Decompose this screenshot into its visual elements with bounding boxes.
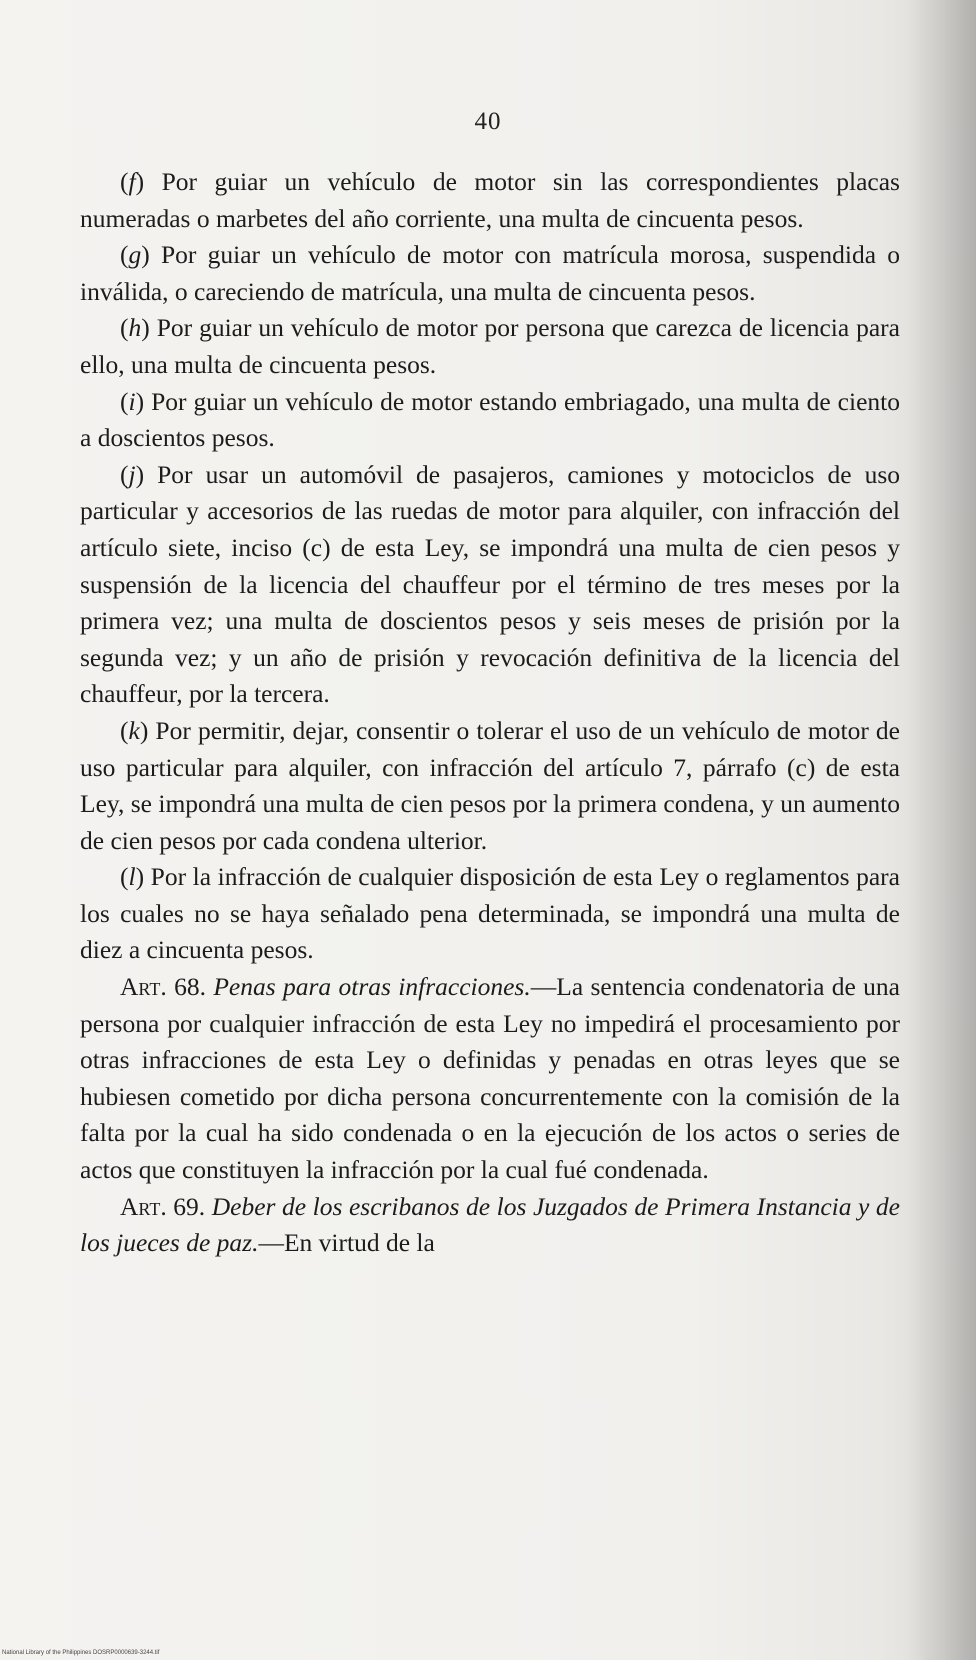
clause-text: Por la infracción de cualquier disposición de esta Ley o reglamentos para los cuales no se haya señalado pena determinada, se impondrá una multa de diez a cincuenta pesos. (80, 862, 900, 965)
clause-g: (g) Por guiar un vehículo de motor con matrícula morosa, suspendida o inválida, o careciendo de matrícula, una multa de cincuenta pesos. (80, 240, 900, 306)
page-edge-shadow (906, 0, 976, 1660)
clause-letter: g (128, 240, 142, 270)
clause-letter: f (128, 167, 136, 196)
clause-letter: j (128, 459, 136, 489)
clause-f: (f) Por guiar un vehículo de motor sin las correspondientes placas numeradas o marbetes del año corriente, una multa de cincuenta pesos. (80, 167, 900, 233)
body-text (80, 164, 900, 1262)
clause-h: (h) Por guiar un vehículo de motor por persona que carezca de licencia para ello, una multa de cincuenta pesos. (80, 313, 900, 379)
page-number: 40 (474, 108, 502, 135)
clause-k: (k) Por permitir, dejar, consentir o tolerar el uso de un vehículo de motor de uso particular para alquiler, con infracción del artículo 7, párrafo (c) de esta Ley, se impondrá una multa de cien pesos por la primera condena, y un aumento de cien pesos por cada condena ulterior. (80, 715, 900, 855)
article-68 (80, 969, 900, 1189)
clause-l: (l) Por la infracción de cualquier disposición de esta Ley o reglamentos para los cuales no se haya señalado pena determinada, se impondrá una multa de diez a cincuenta pesos. (80, 862, 900, 965)
clause-text: Por permitir, dejar, consentir o tolerar el uso de un vehículo de motor de uso particular para alquiler, con infracción del artículo 7, párrafo (c) de esta Ley, se impondrá una multa de cien pesos por la primera condena, y un aumento de cien pesos por cada condena ulterior. (80, 715, 900, 855)
clause-text: Por guiar un vehículo de motor sin las correspondientes placas numeradas o marbetes del año corriente, una multa de cincuenta pesos. (80, 167, 900, 233)
clause-i: (i) Por guiar un vehículo de motor estando embriagado, una multa de ciento a doscientos pesos. (80, 386, 900, 453)
article-text: —En virtud de la (258, 1228, 435, 1258)
article-69 (80, 1189, 900, 1262)
clause-letter: k (128, 715, 140, 745)
clause-text: Por guiar un vehículo de motor por persona que carezca de licencia para ello, una multa de cincuenta pesos. (80, 313, 900, 379)
clause-text: Por guiar un vehículo de motor con matrícula morosa, suspendida o inválida, o careciendo de matrícula, una multa de cincuenta pesos. (80, 240, 900, 306)
article-heading: Deber de los escribanos de los Juzgados de Primera Instancia y de los jueces de paz. (80, 1191, 901, 1258)
scan-footer-note: National Library of the Philippines DOSRP0000639-3244.tif (2, 1650, 160, 1656)
clause-text: Por guiar un vehículo de motor estando embriagado, una multa de ciento a doscientos pesos. (80, 386, 900, 453)
article-label: Art. 69. (120, 1191, 206, 1221)
article-text: —La sentencia condenatoria de una persona por cualquier infracción de esta Ley no impedirá el procesamiento por otras infracciones de esta Ley o definidas y penadas en otras leyes que se hubiesen cometido por dicha persona concurrentemente con la comisión de la falta por la cual ha sido condenada o en la ejecución de los actos o series de actos que constituyen la infracción por la cual fué condenada. (80, 972, 901, 1185)
article-label: Art. 68. (120, 972, 206, 1002)
clause-letter: i (128, 386, 136, 416)
clause-text: Por usar un automóvil de pasajeros, camiones y motociclos de uso particular y accesorios de las ruedas de motor para alquiler, con infracción del artículo siete, inciso (c) de esta Ley, se impondrá una multa de cien pesos y suspensión de la licencia del chauffeur por el término de tres meses por la primera vez; una multa de doscientos pesos y seis meses de prisión por la segunda vez; y un año de prisión y revocación definitiva de la licencia del chauffeur, por la tercera. (80, 459, 900, 709)
article-heading: Penas para otras infracciones. (213, 972, 531, 1002)
clause-letter: h (128, 313, 142, 343)
clause-letter: l (128, 862, 136, 892)
clause-j: (j) Por usar un automóvil de pasajeros, camiones y motociclos de uso particular y accesorios de las ruedas de motor para alquiler, con infracción del artículo siete, inciso (c) de esta Ley, se impondrá una multa de cien pesos y suspensión de la licencia del chauffeur por el término de tres meses por la primera vez; una multa de doscientos pesos y seis meses de prisión por la segunda vez; y un año de prisión y revocación definitiva de la licencia del chauffeur, por la tercera. (80, 459, 900, 709)
